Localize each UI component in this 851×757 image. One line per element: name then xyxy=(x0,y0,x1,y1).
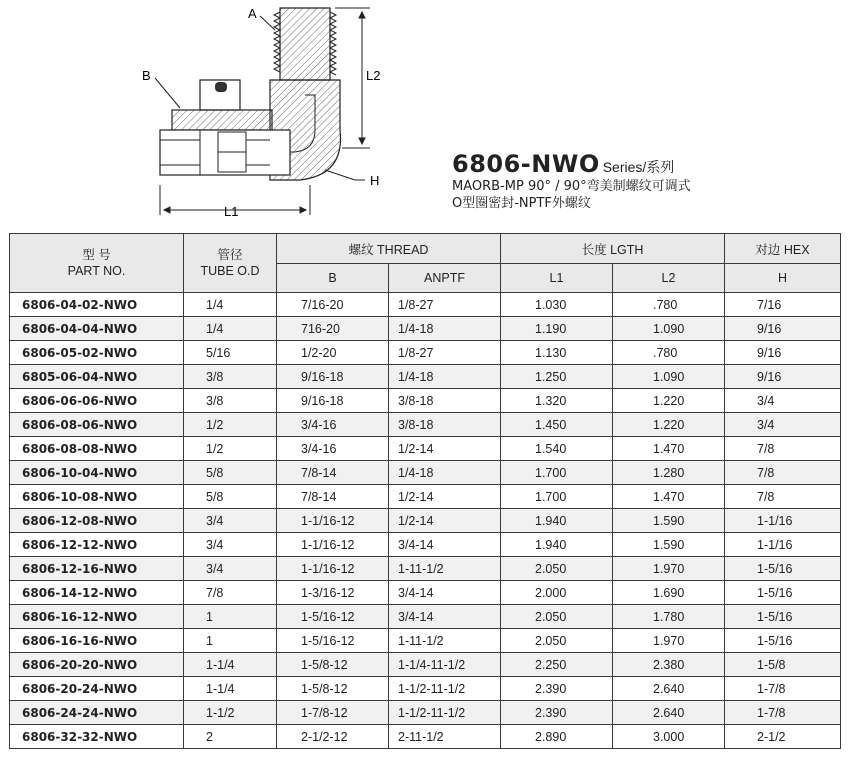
cell-h: 1-5/8 xyxy=(725,653,841,677)
cell-part: 6806-08-08-NWO xyxy=(10,437,184,461)
cell-tube: 1 xyxy=(184,629,277,653)
table-row xyxy=(10,461,841,485)
table-row xyxy=(10,557,841,581)
cell-a: 2-11-1/2 xyxy=(389,725,501,749)
cell-b: 9/16-18 xyxy=(277,389,389,413)
cell-part: 6806-08-06-NWO xyxy=(10,413,184,437)
label-l2: L2 xyxy=(366,68,381,83)
cell-part: 6806-14-12-NWO xyxy=(10,581,184,605)
cell-part: 6806-06-06-NWO xyxy=(10,389,184,413)
table-row xyxy=(10,629,841,653)
cell-l1: 2.050 xyxy=(501,629,613,653)
cell-b: 1-5/16-12 xyxy=(277,629,389,653)
cell-l2: .780 xyxy=(613,341,725,365)
table-row xyxy=(10,293,841,317)
cell-l1: 1.540 xyxy=(501,437,613,461)
cell-tube: 5/8 xyxy=(184,461,277,485)
cell-l1: 1.700 xyxy=(501,461,613,485)
label-h: H xyxy=(370,173,380,188)
cell-l1: 1.250 xyxy=(501,365,613,389)
cell-l2: 1.220 xyxy=(613,389,725,413)
label-l1: L1 xyxy=(224,204,239,219)
cell-h: 1-5/16 xyxy=(725,605,841,629)
cell-tube: 1/2 xyxy=(184,437,277,461)
cell-h: 1-5/16 xyxy=(725,557,841,581)
cell-l1: 1.700 xyxy=(501,485,613,509)
table-row xyxy=(10,581,841,605)
cell-b: 7/8-14 xyxy=(277,461,389,485)
header-hex: 对边 HEX xyxy=(725,234,841,264)
cell-h: 1-7/8 xyxy=(725,701,841,725)
cell-a: 1/4-18 xyxy=(389,365,501,389)
product-title xyxy=(452,150,691,178)
cell-b: 2-1/2-12 xyxy=(277,725,389,749)
table-row xyxy=(10,389,841,413)
cell-a: 1-1/2-11-1/2 xyxy=(389,701,501,725)
cell-l1: 2.390 xyxy=(501,701,613,725)
cell-a: 3/4-14 xyxy=(389,533,501,557)
cell-l1: 2.000 xyxy=(501,581,613,605)
cell-l2: 1.970 xyxy=(613,557,725,581)
cell-l2: 3.000 xyxy=(613,725,725,749)
label-a: A xyxy=(248,6,257,21)
header-l1: L1 xyxy=(501,264,613,293)
cell-tube: 7/8 xyxy=(184,581,277,605)
cell-tube: 3/4 xyxy=(184,557,277,581)
spec-table xyxy=(9,233,841,749)
cell-a: 1/4-18 xyxy=(389,461,501,485)
cell-l1: 2.390 xyxy=(501,677,613,701)
cell-tube: 3/4 xyxy=(184,533,277,557)
table-row xyxy=(10,413,841,437)
cell-h: 7/8 xyxy=(725,485,841,509)
cell-tube: 1-1/2 xyxy=(184,701,277,725)
label-b: B xyxy=(142,68,151,83)
cell-l2: 1.780 xyxy=(613,605,725,629)
cell-a: 3/4-14 xyxy=(389,605,501,629)
cell-tube: 1/4 xyxy=(184,293,277,317)
cell-b: 9/16-18 xyxy=(277,365,389,389)
cell-part: 6806-24-24-NWO xyxy=(10,701,184,725)
cell-a: 1/2-14 xyxy=(389,437,501,461)
cell-l2: 2.640 xyxy=(613,701,725,725)
table-row xyxy=(10,437,841,461)
cell-b: 1-5/8-12 xyxy=(277,653,389,677)
cell-part: 6806-32-32-NWO xyxy=(10,725,184,749)
cell-b: 1-7/8-12 xyxy=(277,701,389,725)
cell-a: 1/8-27 xyxy=(389,341,501,365)
cell-b: 1-1/16-12 xyxy=(277,509,389,533)
cell-part: 6806-05-02-NWO xyxy=(10,341,184,365)
cell-tube: 2 xyxy=(184,725,277,749)
cell-tube: 3/8 xyxy=(184,389,277,413)
header-thread: 螺纹 THREAD xyxy=(277,234,501,264)
table-row xyxy=(10,677,841,701)
cell-l1: 1.940 xyxy=(501,509,613,533)
cell-part: 6805-06-04-NWO xyxy=(10,365,184,389)
cell-tube: 3/8 xyxy=(184,365,277,389)
cell-h: 9/16 xyxy=(725,365,841,389)
table-row xyxy=(10,365,841,389)
cell-h: 1-5/16 xyxy=(725,581,841,605)
cell-b: 3/4-16 xyxy=(277,413,389,437)
cell-part: 6806-04-02-NWO xyxy=(10,293,184,317)
cell-tube: 1/4 xyxy=(184,317,277,341)
cell-part: 6806-20-24-NWO xyxy=(10,677,184,701)
cell-tube: 1-1/4 xyxy=(184,653,277,677)
cell-a: 1-1/2-11-1/2 xyxy=(389,677,501,701)
table-row xyxy=(10,653,841,677)
cell-b: 1-5/8-12 xyxy=(277,677,389,701)
cell-h: 1-1/16 xyxy=(725,533,841,557)
cell-b: 1-1/16-12 xyxy=(277,533,389,557)
cell-b: 3/4-16 xyxy=(277,437,389,461)
cell-tube: 5/16 xyxy=(184,341,277,365)
table-row xyxy=(10,605,841,629)
cell-part: 6806-10-08-NWO xyxy=(10,485,184,509)
cell-l2: 1.470 xyxy=(613,437,725,461)
cell-l1: 1.940 xyxy=(501,533,613,557)
table-row xyxy=(10,509,841,533)
cell-h: 3/4 xyxy=(725,389,841,413)
cell-l1: 1.190 xyxy=(501,317,613,341)
cell-l2: 1.590 xyxy=(613,533,725,557)
cell-h: 1-1/16 xyxy=(725,509,841,533)
header-anptf: ANPTF xyxy=(389,264,501,293)
table-row xyxy=(10,341,841,365)
cell-h: 7/16 xyxy=(725,293,841,317)
cell-a: 3/8-18 xyxy=(389,389,501,413)
cell-part: 6806-12-08-NWO xyxy=(10,509,184,533)
table-row xyxy=(10,533,841,557)
cell-tube: 1-1/4 xyxy=(184,677,277,701)
cell-l2: .780 xyxy=(613,293,725,317)
cell-l2: 1.090 xyxy=(613,317,725,341)
cell-a: 3/8-18 xyxy=(389,413,501,437)
cell-l2: 2.380 xyxy=(613,653,725,677)
cell-l1: 1.130 xyxy=(501,341,613,365)
cell-l2: 1.090 xyxy=(613,365,725,389)
cell-b: 1-5/16-12 xyxy=(277,605,389,629)
cell-part: 6806-20-20-NWO xyxy=(10,653,184,677)
cell-l2: 1.970 xyxy=(613,629,725,653)
cell-l2: 1.690 xyxy=(613,581,725,605)
cell-tube: 1/2 xyxy=(184,413,277,437)
cell-l1: 2.050 xyxy=(501,605,613,629)
cell-b: 1/2-20 xyxy=(277,341,389,365)
cell-l2: 1.280 xyxy=(613,461,725,485)
fitting-drawing xyxy=(120,0,420,225)
header-length: 长度 LGTH xyxy=(501,234,725,264)
cell-l2: 1.470 xyxy=(613,485,725,509)
description-line-1: MAORB-MP 90° / 90°弯美制螺纹可调式 xyxy=(452,179,691,194)
cell-h: 9/16 xyxy=(725,317,841,341)
cell-a: 3/4-14 xyxy=(389,581,501,605)
cell-l1: 1.320 xyxy=(501,389,613,413)
cell-h: 7/8 xyxy=(725,437,841,461)
cell-part: 6806-16-12-NWO xyxy=(10,605,184,629)
cell-b: 716-20 xyxy=(277,317,389,341)
cell-l1: 1.450 xyxy=(501,413,613,437)
cell-l1: 1.030 xyxy=(501,293,613,317)
cell-tube: 3/4 xyxy=(184,509,277,533)
description-line-2: O型圈密封-NPTF外螺纹 xyxy=(452,196,591,211)
cell-h: 9/16 xyxy=(725,341,841,365)
cell-a: 1-11-1/2 xyxy=(389,557,501,581)
cell-h: 1-5/16 xyxy=(725,629,841,653)
cell-b: 1-1/16-12 xyxy=(277,557,389,581)
cell-part: 6806-12-12-NWO xyxy=(10,533,184,557)
header-h: H xyxy=(725,264,841,293)
cell-l2: 1.590 xyxy=(613,509,725,533)
cell-h: 2-1/2 xyxy=(725,725,841,749)
series-code: 6806-NWO xyxy=(452,150,600,178)
title-block xyxy=(452,150,691,212)
cell-part: 6806-12-16-NWO xyxy=(10,557,184,581)
cell-l1: 2.050 xyxy=(501,557,613,581)
cell-b: 7/16-20 xyxy=(277,293,389,317)
cell-a: 1/8-27 xyxy=(389,293,501,317)
cell-a: 1/2-14 xyxy=(389,485,501,509)
cell-b: 1-3/16-12 xyxy=(277,581,389,605)
table-row xyxy=(10,701,841,725)
cell-l2: 2.640 xyxy=(613,677,725,701)
cell-l2: 1.220 xyxy=(613,413,725,437)
table-row xyxy=(10,485,841,509)
cell-h: 1-7/8 xyxy=(725,677,841,701)
series-label: Series/系列 xyxy=(602,159,675,175)
header-l2: L2 xyxy=(613,264,725,293)
cell-a: 1-11-1/2 xyxy=(389,629,501,653)
cell-part: 6806-16-16-NWO xyxy=(10,629,184,653)
cell-h: 7/8 xyxy=(725,461,841,485)
cell-tube: 1 xyxy=(184,605,277,629)
table-row xyxy=(10,725,841,749)
header-part-no: 型 号 PART NO. xyxy=(10,234,184,293)
header-b: B xyxy=(277,264,389,293)
cell-b: 7/8-14 xyxy=(277,485,389,509)
cell-a: 1/4-18 xyxy=(389,317,501,341)
cell-l1: 2.890 xyxy=(501,725,613,749)
cell-h: 3/4 xyxy=(725,413,841,437)
cell-part: 6806-10-04-NWO xyxy=(10,461,184,485)
cell-part: 6806-04-04-NWO xyxy=(10,317,184,341)
header-tube-od: 管径 TUBE O.D xyxy=(184,234,277,293)
cell-l1: 2.250 xyxy=(501,653,613,677)
cell-tube: 5/8 xyxy=(184,485,277,509)
table-row xyxy=(10,317,841,341)
cell-a: 1-1/4-11-1/2 xyxy=(389,653,501,677)
cell-a: 1/2-14 xyxy=(389,509,501,533)
